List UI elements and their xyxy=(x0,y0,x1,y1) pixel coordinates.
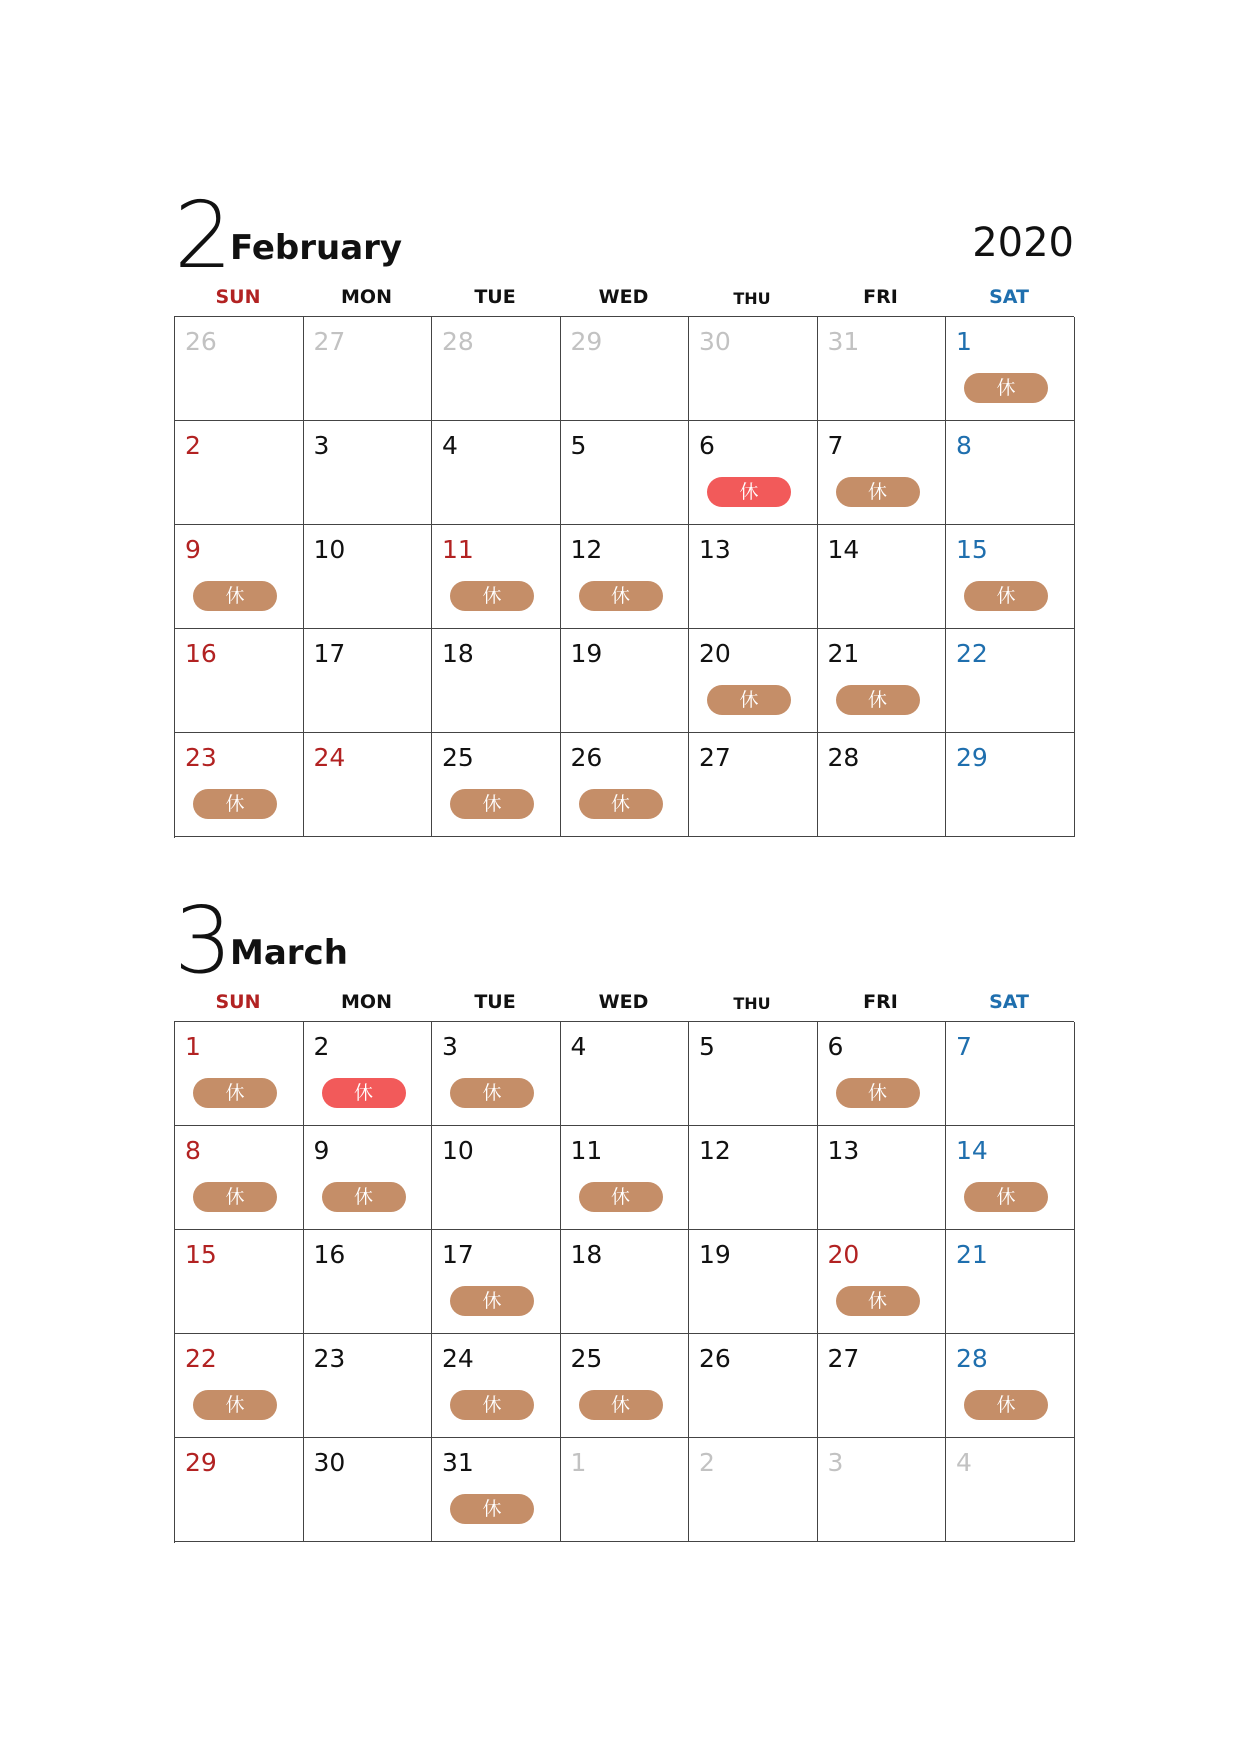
day-cell xyxy=(304,733,433,837)
day-number: 27 xyxy=(313,327,346,356)
day-cell xyxy=(561,317,690,421)
day-cell xyxy=(818,1022,947,1126)
weekday-label-fri: FRI xyxy=(863,991,898,1013)
day-cell xyxy=(304,1126,433,1230)
day-number: 16 xyxy=(313,1240,346,1269)
day-number: 7 xyxy=(827,431,844,460)
day-cell xyxy=(946,525,1075,629)
day-cell xyxy=(561,1022,690,1126)
holiday-badge-highlighted: 休 xyxy=(322,1078,406,1108)
month-february xyxy=(174,182,1074,815)
day-cell xyxy=(175,1334,304,1438)
day-cell xyxy=(689,1022,818,1126)
holiday-badge: 休 xyxy=(450,1494,534,1524)
day-cell xyxy=(689,1230,818,1334)
day-cell xyxy=(561,733,690,837)
day-number: 17 xyxy=(313,639,346,668)
day-number: 2 xyxy=(699,1448,715,1477)
month-header xyxy=(174,182,1074,300)
day-cell xyxy=(689,1126,818,1230)
day-cell xyxy=(432,629,561,733)
year-label: 2020 xyxy=(972,220,1074,266)
month-name: February xyxy=(230,228,403,268)
holiday-badge: 休 xyxy=(193,1390,277,1420)
month-march xyxy=(174,887,1074,1520)
holiday-badge: 休 xyxy=(193,789,277,819)
day-number: 3 xyxy=(442,1032,458,1061)
day-cell xyxy=(818,525,947,629)
day-cell xyxy=(432,1022,561,1126)
day-cell xyxy=(175,525,304,629)
holiday-badge: 休 xyxy=(836,477,920,507)
day-number: 24 xyxy=(442,1344,474,1373)
calendar-grid xyxy=(174,316,1074,838)
day-number: 22 xyxy=(956,639,988,668)
day-cell xyxy=(946,1022,1075,1126)
weekday-label-thu: THU xyxy=(733,994,771,1013)
day-cell xyxy=(561,1230,690,1334)
day-number: 22 xyxy=(185,1344,217,1373)
day-cell xyxy=(432,733,561,837)
day-number: 18 xyxy=(442,639,474,668)
weekday-label-sun: SUN xyxy=(215,991,261,1013)
day-number: 24 xyxy=(313,743,346,772)
day-cell xyxy=(175,421,304,525)
day-number: 13 xyxy=(827,1136,860,1165)
day-number: 19 xyxy=(699,1240,731,1269)
day-number: 1 xyxy=(570,1448,587,1477)
holiday-badge: 休 xyxy=(964,1390,1048,1420)
day-number: 26 xyxy=(185,327,217,356)
day-cell xyxy=(304,525,433,629)
holiday-badge: 休 xyxy=(450,1078,534,1108)
day-cell xyxy=(818,1126,947,1230)
day-number: 10 xyxy=(313,535,346,564)
day-cell xyxy=(432,1126,561,1230)
holiday-badge: 休 xyxy=(193,1078,277,1108)
weekday-label-sat: SAT xyxy=(989,991,1029,1013)
day-number: 21 xyxy=(956,1240,988,1269)
holiday-badge: 休 xyxy=(579,1390,663,1420)
day-cell xyxy=(818,421,947,525)
day-number: 31 xyxy=(442,1448,474,1477)
day-cell xyxy=(818,733,947,837)
holiday-badge: 休 xyxy=(836,685,920,715)
month-name: March xyxy=(230,933,348,973)
day-number: 7 xyxy=(956,1032,972,1061)
day-cell xyxy=(689,1334,818,1438)
holiday-badge: 休 xyxy=(322,1182,406,1212)
day-number: 11 xyxy=(570,1136,603,1165)
day-cell xyxy=(946,1126,1075,1230)
day-number: 5 xyxy=(570,431,587,460)
day-number: 15 xyxy=(956,535,988,564)
day-number: 23 xyxy=(185,743,217,772)
day-number: 28 xyxy=(827,743,860,772)
day-cell xyxy=(818,1230,947,1334)
holiday-badge: 休 xyxy=(836,1078,920,1108)
holiday-badge-highlighted: 休 xyxy=(707,477,791,507)
day-cell xyxy=(946,733,1075,837)
day-cell xyxy=(561,1126,690,1230)
day-number: 11 xyxy=(442,535,474,564)
day-number: 26 xyxy=(699,1344,731,1373)
day-cell xyxy=(689,525,818,629)
day-cell xyxy=(689,629,818,733)
day-number: 14 xyxy=(827,535,860,564)
day-number: 9 xyxy=(313,1136,330,1165)
day-number: 9 xyxy=(185,535,201,564)
day-cell xyxy=(304,1022,433,1126)
day-cell xyxy=(818,317,947,421)
day-cell xyxy=(561,629,690,733)
month-number: 2 xyxy=(174,182,233,289)
day-cell xyxy=(946,421,1075,525)
day-cell xyxy=(175,629,304,733)
day-number: 27 xyxy=(699,743,731,772)
day-number: 14 xyxy=(956,1136,988,1165)
day-number: 17 xyxy=(442,1240,474,1269)
day-number: 23 xyxy=(313,1344,346,1373)
weekday-label-wed: WED xyxy=(598,991,649,1013)
day-number: 13 xyxy=(699,535,731,564)
day-number: 10 xyxy=(442,1136,474,1165)
day-number: 19 xyxy=(570,639,603,668)
day-cell xyxy=(304,629,433,733)
day-cell xyxy=(689,317,818,421)
day-number: 12 xyxy=(570,535,603,564)
day-cell xyxy=(946,1334,1075,1438)
day-number: 12 xyxy=(699,1136,731,1165)
day-number: 30 xyxy=(313,1448,346,1477)
day-cell xyxy=(946,1230,1075,1334)
holiday-badge: 休 xyxy=(836,1286,920,1316)
holiday-badge: 休 xyxy=(450,1390,534,1420)
day-cell xyxy=(304,1334,433,1438)
weekday-label-sat: SAT xyxy=(989,286,1029,308)
day-number: 21 xyxy=(827,639,860,668)
weekday-label-mon: MON xyxy=(341,286,392,308)
weekday-label-sun: SUN xyxy=(215,286,261,308)
day-cell xyxy=(946,1438,1075,1542)
day-number: 29 xyxy=(570,327,603,356)
day-cell xyxy=(561,421,690,525)
day-number: 26 xyxy=(570,743,603,772)
holiday-badge: 休 xyxy=(964,581,1048,611)
day-cell xyxy=(432,1438,561,1542)
day-number: 29 xyxy=(185,1448,217,1477)
day-cell xyxy=(175,1230,304,1334)
day-cell xyxy=(946,317,1075,421)
day-cell xyxy=(175,1438,304,1542)
day-cell xyxy=(175,317,304,421)
day-cell xyxy=(818,629,947,733)
day-number: 28 xyxy=(442,327,474,356)
day-number: 29 xyxy=(956,743,988,772)
day-number: 27 xyxy=(827,1344,860,1373)
day-number: 2 xyxy=(185,431,201,460)
day-number: 1 xyxy=(956,327,972,356)
holiday-badge: 休 xyxy=(579,581,663,611)
day-cell xyxy=(432,421,561,525)
day-cell xyxy=(689,1438,818,1542)
day-number: 8 xyxy=(185,1136,201,1165)
month-header xyxy=(174,887,1074,1005)
day-number: 6 xyxy=(699,431,715,460)
day-cell xyxy=(689,421,818,525)
day-cell xyxy=(561,1438,690,1542)
day-number: 28 xyxy=(956,1344,988,1373)
month-number: 3 xyxy=(174,887,233,994)
day-number: 20 xyxy=(827,1240,860,1269)
day-number: 8 xyxy=(956,431,972,460)
day-number: 2 xyxy=(313,1032,330,1061)
holiday-badge: 休 xyxy=(964,373,1048,403)
day-number: 3 xyxy=(313,431,330,460)
calendar-grid xyxy=(174,1021,1074,1543)
holiday-badge: 休 xyxy=(964,1182,1048,1212)
day-cell xyxy=(304,317,433,421)
day-cell xyxy=(561,1334,690,1438)
weekday-label-tue: TUE xyxy=(474,286,516,308)
day-number: 25 xyxy=(570,1344,603,1373)
day-cell xyxy=(175,1022,304,1126)
day-number: 3 xyxy=(827,1448,844,1477)
holiday-badge: 休 xyxy=(193,1182,277,1212)
day-number: 25 xyxy=(442,743,474,772)
day-cell xyxy=(304,1230,433,1334)
holiday-badge: 休 xyxy=(450,789,534,819)
holiday-badge: 休 xyxy=(579,1182,663,1212)
day-number: 4 xyxy=(442,431,458,460)
weekday-label-mon: MON xyxy=(341,991,392,1013)
day-cell xyxy=(432,1334,561,1438)
day-cell xyxy=(689,733,818,837)
holiday-badge: 休 xyxy=(450,1286,534,1316)
day-cell xyxy=(175,733,304,837)
day-number: 31 xyxy=(827,327,860,356)
day-number: 5 xyxy=(699,1032,715,1061)
day-cell xyxy=(818,1438,947,1542)
weekday-label-thu: THU xyxy=(733,289,771,308)
day-cell xyxy=(304,421,433,525)
day-number: 18 xyxy=(570,1240,603,1269)
day-number: 20 xyxy=(699,639,731,668)
weekday-label-fri: FRI xyxy=(863,286,898,308)
day-cell xyxy=(946,629,1075,733)
weekday-label-tue: TUE xyxy=(474,991,516,1013)
day-cell xyxy=(175,1126,304,1230)
day-cell xyxy=(432,1230,561,1334)
day-cell xyxy=(304,1438,433,1542)
day-number: 30 xyxy=(699,327,731,356)
day-cell xyxy=(818,1334,947,1438)
holiday-badge: 休 xyxy=(579,789,663,819)
day-cell xyxy=(432,317,561,421)
day-number: 6 xyxy=(827,1032,844,1061)
day-number: 4 xyxy=(570,1032,587,1061)
day-number: 1 xyxy=(185,1032,201,1061)
holiday-badge: 休 xyxy=(707,685,791,715)
day-number: 16 xyxy=(185,639,217,668)
weekday-label-wed: WED xyxy=(598,286,649,308)
day-number: 4 xyxy=(956,1448,972,1477)
holiday-badge: 休 xyxy=(193,581,277,611)
day-cell xyxy=(561,525,690,629)
holiday-badge: 休 xyxy=(450,581,534,611)
day-cell xyxy=(432,525,561,629)
day-number: 15 xyxy=(185,1240,217,1269)
